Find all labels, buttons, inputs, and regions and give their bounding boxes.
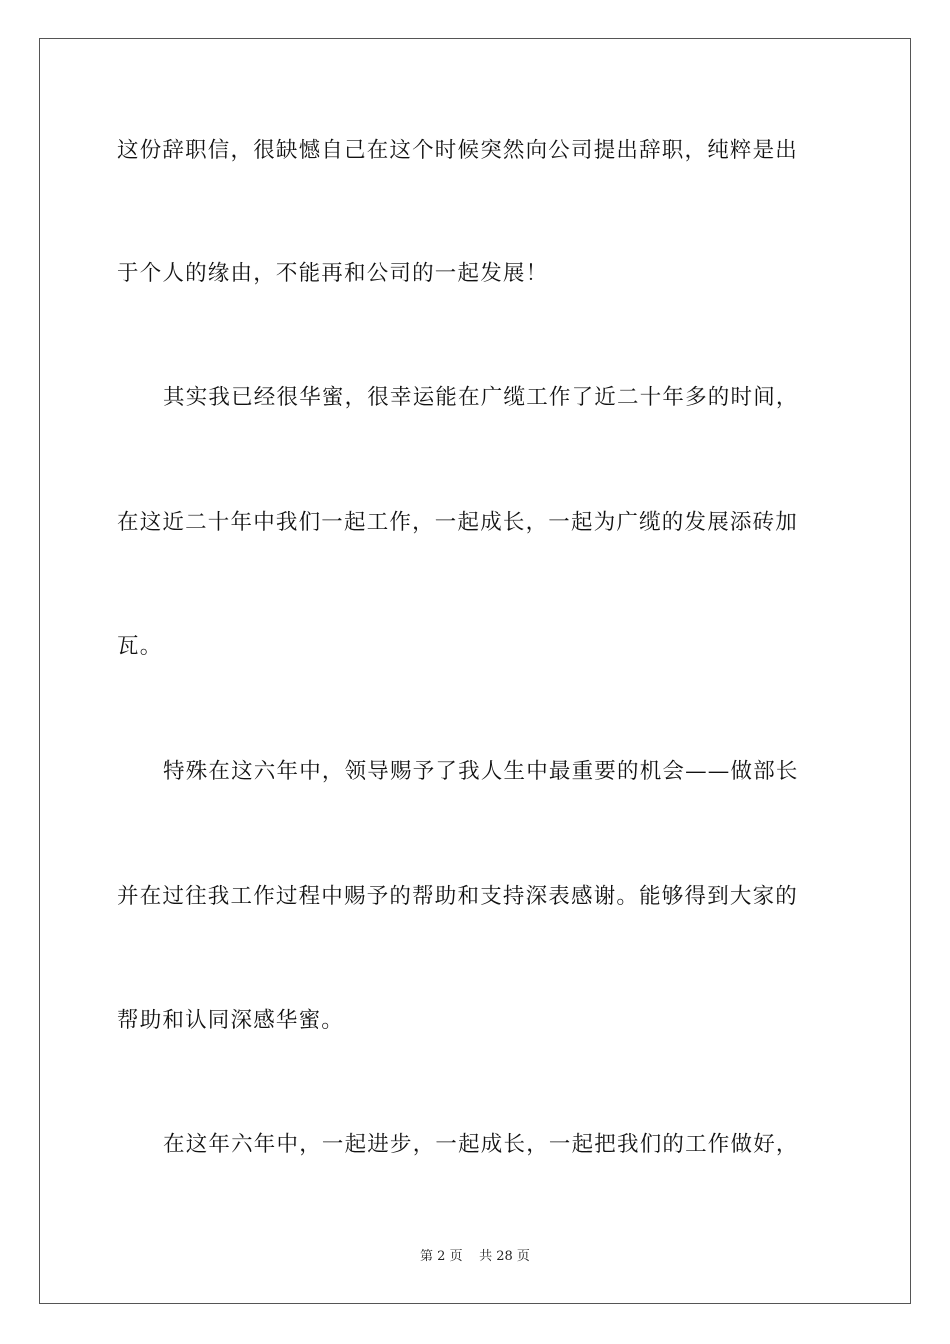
paragraph-start-line: 在这年六年中，一起进步，一起成长，一起把我们的工作做好，: [163, 1132, 799, 1157]
page-total: 共 28 页: [479, 1249, 530, 1264]
body-text-line: 这份辞职信，很缺憾自己在这个时候突然向公司提出辞职，纯粹是出: [117, 138, 799, 163]
body-text-line: 瓦。: [117, 634, 163, 659]
page-footer: [0, 1248, 950, 1266]
paragraph-start-line: 其实我已经很华蜜，很幸运能在广缆工作了近二十年多的时间，: [163, 385, 799, 410]
body-text-line: 于个人的缘由，不能再和公司的一起发展！: [117, 261, 549, 286]
body-text-line: 在这近二十年中我们一起工作，一起成长，一起为广缆的发展添砖加: [117, 510, 799, 535]
page-border: [39, 38, 911, 1304]
body-text-line: 帮助和认同深感华蜜。: [117, 1008, 345, 1033]
page-number: 第 2 页: [420, 1249, 463, 1264]
body-text-line: 并在过往我工作过程中赐予的帮助和支持深表感谢。能够得到大家的: [117, 884, 799, 909]
paragraph-start-line: 特殊在这六年中，领导赐予了我人生中最重要的机会——做部长: [163, 759, 799, 784]
